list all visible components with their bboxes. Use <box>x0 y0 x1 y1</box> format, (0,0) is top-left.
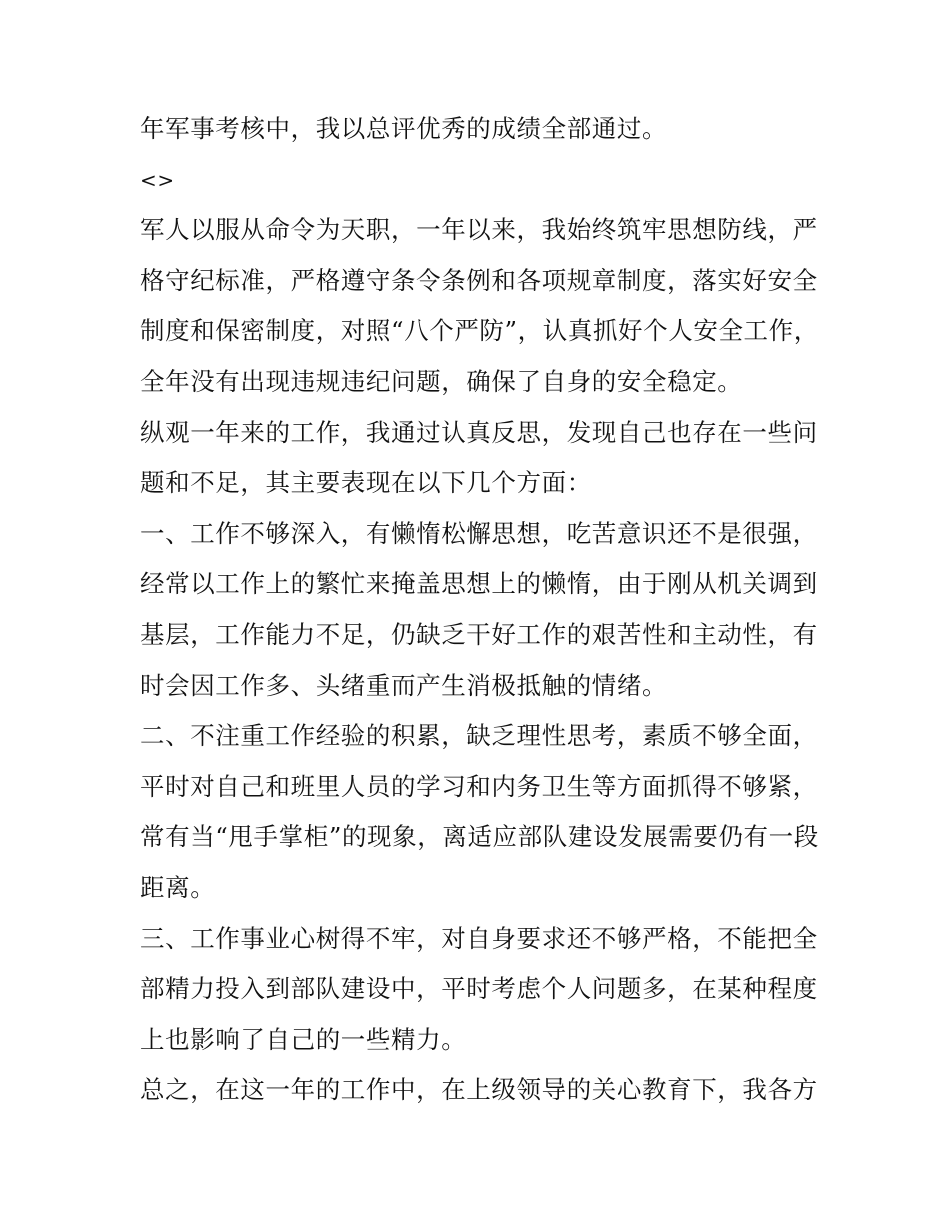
text-line: 经常以工作上的繁忙来掩盖思想上的懒惰，由于刚从机关调到 <box>140 569 818 599</box>
text-line: 二、不注重工作经验的积累，缺乏理性思考，素质不够全面， <box>140 721 818 751</box>
text-line: 常有当“甩手掌柜”的现象，离适应部队建设发展需要仍有一段 <box>140 822 819 852</box>
text-line: 上也影响了自己的一些精力。 <box>140 1024 467 1054</box>
text-line: 军人以服从命令为天职，一年以来，我始终筑牢思想防线，严 <box>140 215 818 245</box>
text-line: 纵观一年来的工作，我通过认真反思，发现自己也存在一些问 <box>140 417 818 447</box>
text-line: 平时对自己和班里人员的学习和内务卫生等方面抓得不够紧， <box>140 771 818 801</box>
text-line: 三、工作事业心树得不牢，对自身要求还不够严格，不能把全 <box>140 923 818 953</box>
text-line: 部精力投入到部队建设中，平时考虑个人问题多，在某种程度 <box>140 974 818 1004</box>
text-line: <> <box>140 167 175 192</box>
text-line: 基层，工作能力不足，仍缺乏干好工作的艰苦性和主动性，有 <box>140 619 818 649</box>
text-line: 总之，在这一年的工作中，在上级领导的关心教育下，我各方 <box>140 1075 818 1105</box>
text-line: 制度和保密制度，对照“八个严防”，认真抓好个人安全工作， <box>140 316 819 346</box>
document-body <box>140 104 820 1116</box>
text-line: 距离。 <box>140 872 216 902</box>
text-line: 年军事考核中，我以总评优秀的成绩全部通过。 <box>140 114 668 143</box>
text-line: 格守纪标准，严格遵守条令条例和各项规章制度，落实好安全 <box>140 265 818 295</box>
text-line: 一、工作不够深入，有懒惰松懈思想，吃苦意识还不是很强， <box>140 518 818 548</box>
text-line: 时会因工作多、头绪重而产生消极抵触的情绪。 <box>140 670 668 700</box>
text-line: 全年没有出现违规违纪问题，确保了自身的安全稳定。 <box>140 366 743 396</box>
text-line: 题和不足，其主要表现在以下几个方面： <box>140 468 592 498</box>
